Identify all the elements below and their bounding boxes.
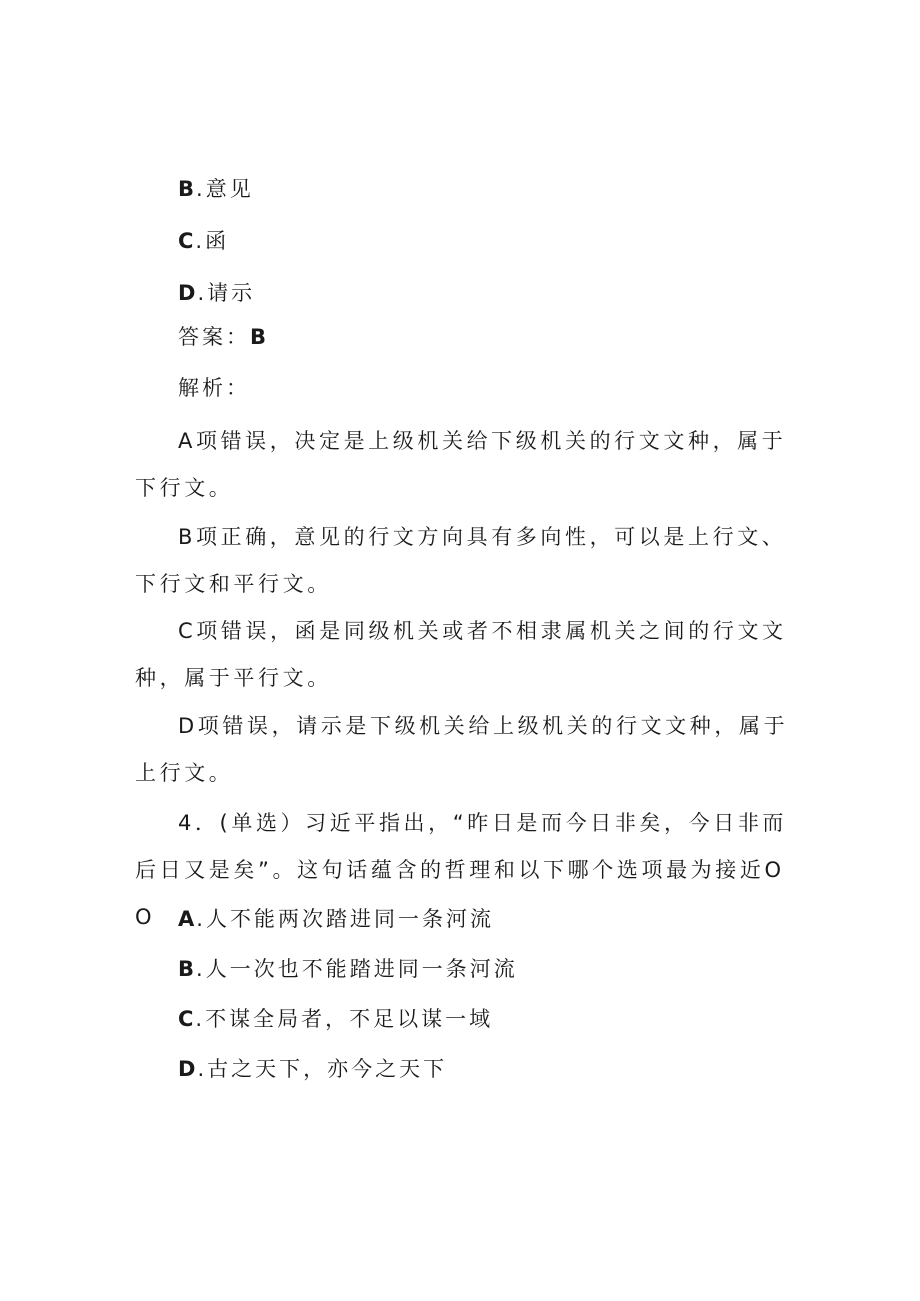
q4-option-b: B.人一次也不能踏进同一条河流 bbox=[178, 957, 518, 981]
q3-option-b-letter: B bbox=[178, 177, 197, 201]
q3-option-d-letter: D bbox=[178, 281, 198, 305]
q4-option-a-letter: A bbox=[178, 907, 197, 931]
q3-option-d: D.请示 bbox=[178, 281, 256, 305]
q4-option-d-letter: D bbox=[178, 1057, 198, 1081]
q3-option-b-text: 意见 bbox=[205, 177, 254, 201]
q4-option-c-text: 不谋全局者，不足以谋一域 bbox=[205, 1007, 494, 1031]
q4-option-c-letter: C bbox=[178, 1007, 196, 1031]
q3-analysis-c: C项错误，函是同级机关或者不相隶属机关之间的行文文种，属于平行文。 bbox=[135, 619, 787, 690]
q4-option-b-letter: B bbox=[178, 957, 197, 981]
q3-answer bbox=[178, 322, 269, 352]
q4-option-d: D.古之天下，亦今之天下 bbox=[178, 1057, 448, 1081]
q4-option-a-text: 人不能两次踏进同一条河流 bbox=[205, 907, 494, 931]
q4-stem: 4．(单选）习近平指出，“昨日是而今日非矣，今日非而后日又是矣”。这句话蕴含的哲理和以下哪个选项最为接近OO bbox=[135, 811, 788, 929]
q3-option-b: B.意见 bbox=[178, 177, 254, 201]
q3-analysis-a: A项错误，决定是上级机关给下级机关的行文文种，属于下行文。 bbox=[135, 429, 787, 500]
q3-option-c-letter: C bbox=[178, 229, 196, 253]
q4-option-c: C.不谋全局者，不足以谋一域 bbox=[178, 1007, 494, 1031]
q4-option-d-text: 古之天下，亦今之天下 bbox=[207, 1057, 448, 1081]
q3-analysis-b: B项正确，意见的行文方向具有多向性，可以是上行文、下行文和平行文。 bbox=[135, 525, 787, 596]
q3-analysis-label: 解析： bbox=[178, 376, 250, 400]
q4-option-a: A.人不能两次踏进同一条河流 bbox=[178, 907, 494, 931]
q3-option-c: C.函 bbox=[178, 229, 230, 253]
q3-option-d-text: 请示 bbox=[207, 281, 256, 305]
q3-answer-value: B bbox=[250, 325, 270, 349]
q4-option-b-text: 人一次也不能踏进同一条河流 bbox=[205, 957, 518, 981]
q3-analysis-d: D项错误，请示是下级机关给上级机关的行文文种，属于上行文。 bbox=[135, 714, 789, 785]
q3-answer-label: 答案： bbox=[178, 325, 250, 349]
q3-option-c-text: 函 bbox=[205, 229, 230, 253]
